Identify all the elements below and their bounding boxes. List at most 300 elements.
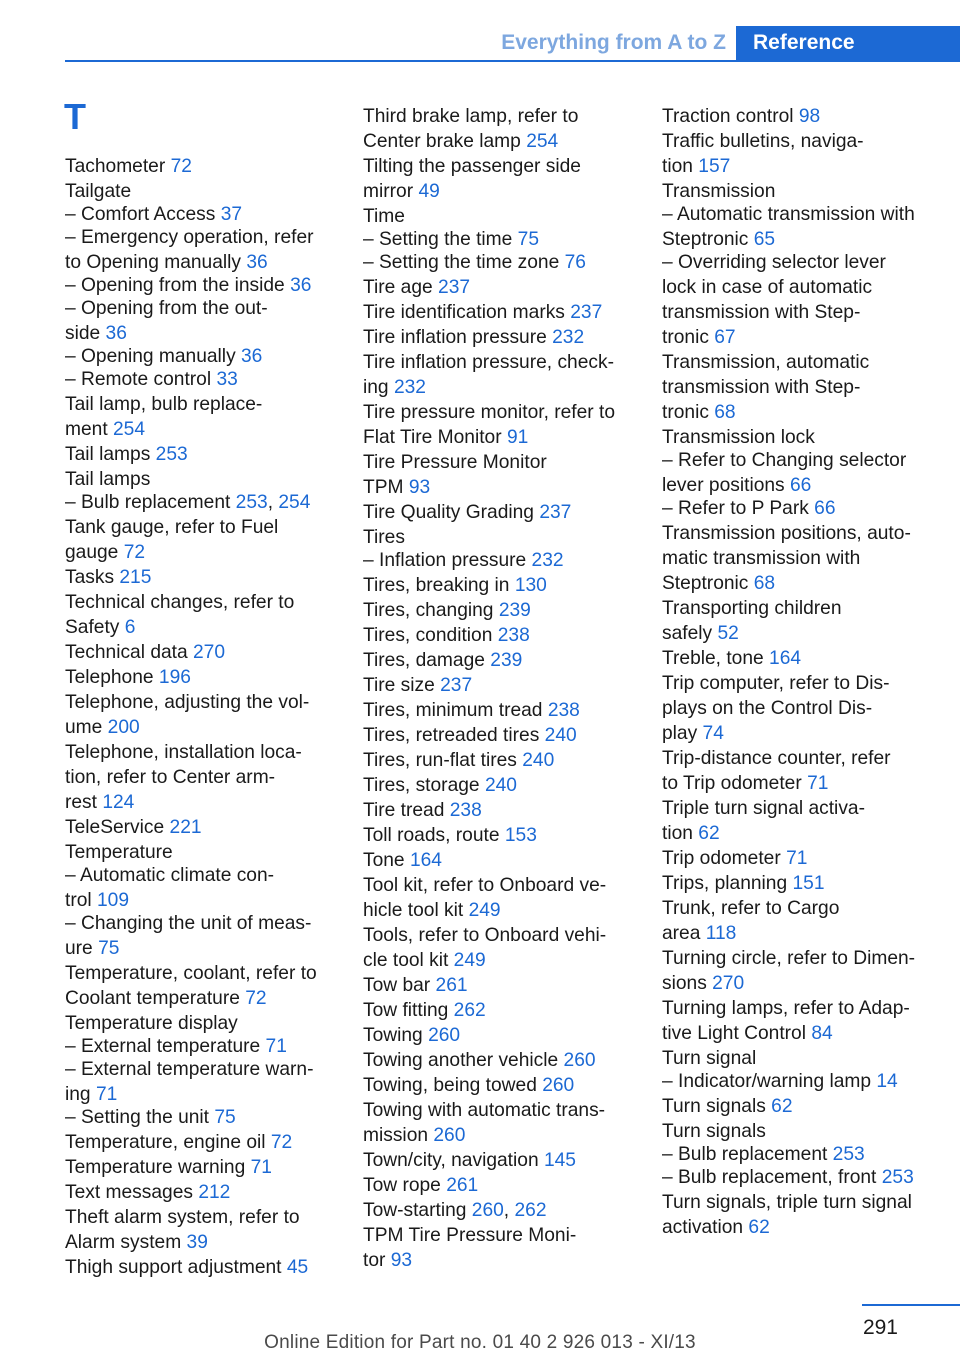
entry-text: tor — [363, 1250, 386, 1271]
page-link[interactable]: 37 — [220, 204, 243, 225]
entry-text: Tasks — [65, 567, 115, 588]
page-link[interactable]: 39 — [186, 1232, 208, 1253]
entry-text-line — [363, 973, 645, 998]
page-link[interactable]: 62 — [748, 1217, 770, 1238]
entry-text-line — [363, 500, 645, 525]
entry-text-line — [363, 250, 645, 275]
page-link[interactable]: 49 — [418, 181, 440, 202]
page-link[interactable]: 76 — [564, 252, 586, 273]
entry-text-line — [662, 496, 944, 521]
page-link[interactable]: 261 — [446, 1175, 479, 1196]
index-entry — [662, 129, 944, 179]
index-entry — [662, 1046, 944, 1071]
entry-text-line — [662, 871, 944, 896]
index-column-1 — [65, 154, 347, 1280]
index-entry — [65, 442, 347, 467]
entry-text-line — [65, 202, 347, 227]
entry-text-line — [662, 300, 944, 325]
index-entry — [662, 646, 944, 671]
entry-text-line — [662, 671, 944, 696]
entry-text-line — [363, 1048, 645, 1073]
entry-text: Turning circle, refer to Dimen- — [662, 948, 916, 969]
page-link[interactable]: 232 — [552, 327, 585, 348]
page-link[interactable]: 254 — [113, 419, 146, 440]
page-link[interactable]: 62 — [771, 1096, 793, 1117]
entry-text-line — [662, 821, 944, 846]
entry-text-line — [363, 598, 645, 623]
page-link[interactable]: 71 — [95, 1084, 118, 1105]
page-link[interactable]: 262 — [453, 1000, 486, 1021]
index-entry — [65, 1011, 347, 1036]
entry-text-line — [363, 923, 645, 948]
entry-text-line — [65, 615, 347, 640]
index-subentry — [363, 227, 645, 252]
page-link[interactable]: 249 — [468, 900, 501, 921]
entry-text-line — [363, 648, 645, 673]
entry-text: – Bulb replacement, front — [662, 1167, 877, 1188]
page-link[interactable]: 260 — [433, 1125, 466, 1146]
entry-text: Tail lamps — [65, 444, 151, 465]
index-subentry — [65, 911, 347, 961]
entry-text-line — [363, 548, 645, 573]
index-subentry — [662, 448, 944, 498]
entry-text: Tires, minimum tread — [363, 700, 543, 721]
entry-text: Tire Quality Grading — [363, 502, 534, 523]
index-entry — [662, 1190, 944, 1240]
index-entry — [662, 425, 944, 450]
page-link[interactable]: 75 — [214, 1107, 236, 1128]
index-entry — [363, 1048, 645, 1073]
entry-text: Tire inflation pressure, check- — [363, 352, 614, 373]
index-entry — [363, 873, 645, 923]
entry-text: Tools, refer to Onboard vehi- — [363, 925, 607, 946]
page-link[interactable]: 196 — [158, 667, 191, 688]
page-link[interactable]: 118 — [705, 923, 737, 944]
entry-text-line — [363, 873, 645, 898]
entry-text-line — [363, 450, 645, 475]
page-link[interactable]: 36 — [241, 346, 263, 367]
entry-text: Tire age — [363, 277, 433, 298]
page-link[interactable]: 84 — [811, 1023, 833, 1044]
entry-text-line — [65, 986, 347, 1011]
index-entry — [363, 673, 645, 698]
entry-text-line — [65, 1057, 347, 1082]
page-link[interactable]: 253 — [881, 1167, 914, 1188]
page-link[interactable]: 254 — [526, 131, 559, 152]
entry-text: – Refer to P Park — [662, 498, 809, 519]
entry-text-line: Tow-starting 260, 262 — [363, 1200, 547, 1221]
page-link[interactable]: 72 — [270, 1132, 293, 1153]
entry-text-line — [363, 1223, 645, 1248]
page-link[interactable]: 52 — [717, 623, 739, 644]
entry-text-line — [363, 1248, 645, 1273]
entry-text-line — [65, 442, 347, 467]
entry-text: Center brake lamp — [363, 131, 521, 152]
entry-text: lock in case of automatic — [662, 277, 873, 298]
page-link[interactable]: 74 — [702, 723, 724, 744]
index-entry — [363, 1023, 645, 1048]
page-number: 291 — [862, 1316, 898, 1339]
page-link[interactable]: 68 — [714, 402, 736, 423]
entry-text: TPM — [363, 477, 404, 498]
entry-text-line — [363, 227, 645, 252]
entry-text: safely — [662, 623, 713, 644]
index-entry — [363, 773, 645, 798]
page-link[interactable]: 98 — [798, 106, 821, 127]
entry-text-line — [65, 392, 347, 417]
entry-text: Theft alarm system, refer to — [65, 1207, 300, 1228]
page-link[interactable]: 36 — [105, 323, 127, 344]
tab-reference[interactable]: Reference — [736, 26, 960, 60]
page-link[interactable]: 33 — [216, 369, 238, 390]
page-link[interactable]: 93 — [408, 477, 431, 498]
entry-text-line — [65, 715, 347, 740]
index-entry — [662, 846, 944, 871]
entry-text: Trunk, refer to Cargo — [662, 898, 840, 919]
entry-text: ing — [363, 377, 389, 398]
entry-text: Tone — [363, 850, 405, 871]
page-link[interactable]: 36 — [290, 275, 312, 296]
entry-text-line — [363, 129, 645, 154]
entry-text-line — [65, 740, 347, 765]
entry-text-line — [662, 154, 944, 179]
page-link[interactable]: 153 — [504, 825, 537, 846]
page-link[interactable]: 253 — [832, 1144, 865, 1165]
page-link[interactable]: 260 — [542, 1075, 575, 1096]
entry-text: Telephone, adjusting the vol- — [65, 692, 310, 713]
entry-text: Technical changes, refer to — [65, 592, 295, 613]
entry-text-line — [65, 154, 347, 179]
index-entry — [363, 923, 645, 973]
entry-text: – Indicator/warning lamp — [662, 1071, 872, 1092]
entry-text: Towing with automatic trans- — [363, 1100, 606, 1121]
page-link[interactable]: 239 — [498, 600, 531, 621]
entry-text: Safety — [65, 617, 120, 638]
entry-text: Tow-starting — [363, 1200, 467, 1221]
page-link[interactable]: 200 — [107, 717, 140, 738]
index-entry — [363, 748, 645, 773]
entry-text-line — [65, 1230, 347, 1255]
index-subentry — [65, 1105, 347, 1130]
index-entry — [363, 1198, 645, 1223]
page-link[interactable]: 124 — [102, 792, 135, 813]
page-link[interactable]: 237 — [440, 675, 473, 696]
entry-text: Trip odometer — [662, 848, 781, 869]
entry-text: Text messages — [65, 1182, 193, 1203]
index-subentry — [65, 273, 347, 298]
entry-text: Thigh support adjustment — [65, 1257, 282, 1278]
page-link[interactable]: 260 — [428, 1025, 461, 1046]
entry-text: tive Light Control — [662, 1023, 806, 1044]
entry-text-line — [363, 154, 645, 179]
entry-text-line — [662, 1215, 944, 1240]
entry-text: Tire identification marks — [363, 302, 565, 323]
index-entry — [363, 500, 645, 525]
entry-text: ume — [65, 717, 103, 738]
entry-text: Tire pressure monitor, refer to — [363, 402, 616, 423]
index-entry — [363, 823, 645, 848]
page-link[interactable]: 145 — [543, 1150, 576, 1171]
entry-text: tion — [662, 823, 693, 844]
index-entry — [363, 1098, 645, 1148]
page-link[interactable]: 254 — [278, 492, 311, 513]
entry-text: Tire tread — [363, 800, 445, 821]
entry-text-line — [65, 344, 347, 369]
entry-text: Town/city, navigation — [363, 1150, 539, 1171]
entry-text: Temperature — [65, 842, 173, 863]
index-entry — [65, 1205, 347, 1255]
entry-text: transmission with Step- — [662, 377, 861, 398]
page-link[interactable]: 14 — [876, 1071, 898, 1092]
entry-text-line — [65, 515, 347, 540]
entry-text: Traffic bulletins, naviga- — [662, 131, 864, 152]
page-link[interactable]: 240 — [544, 725, 577, 746]
index-subentry — [65, 225, 347, 275]
page-link[interactable]: 130 — [514, 575, 547, 596]
index-entry — [363, 1173, 645, 1198]
index-column-3 — [662, 104, 944, 1240]
entry-text-line — [363, 698, 645, 723]
page-link[interactable]: 68 — [753, 573, 776, 594]
entry-text: tronic — [662, 327, 709, 348]
entry-text: Treble, tone — [662, 648, 764, 669]
entry-text: – Remote control — [65, 369, 212, 390]
index-entry — [363, 350, 645, 400]
entry-text-line — [363, 773, 645, 798]
page-link[interactable]: 270 — [193, 642, 226, 663]
entry-text: Turn signal — [662, 1048, 757, 1069]
entry-text: tion — [662, 156, 693, 177]
page-link[interactable]: 212 — [198, 1182, 231, 1203]
entry-text: Tire Pressure Monitor — [363, 452, 547, 473]
page-link[interactable]: 237 — [438, 277, 471, 298]
index-entry — [662, 350, 944, 425]
entry-text: Transmission, automatic — [662, 352, 870, 373]
page-link[interactable]: 71 — [786, 848, 808, 869]
entry-text: Tires, breaking in — [363, 575, 510, 596]
page-link[interactable]: 237 — [539, 502, 572, 523]
entry-text: Towing, being towed — [363, 1075, 537, 1096]
page-link[interactable]: 239 — [490, 650, 523, 671]
page-link[interactable]: 91 — [506, 427, 529, 448]
index-entry — [363, 104, 645, 154]
page-link[interactable]: 36 — [246, 252, 268, 273]
entry-text-line — [662, 521, 944, 546]
entry-text: Transmission — [662, 181, 776, 202]
page-link[interactable]: 261 — [435, 975, 468, 996]
entry-text: Tilting the passenger side — [363, 156, 581, 177]
entry-text: Turn signals — [662, 1121, 766, 1142]
entry-text-line — [65, 250, 347, 275]
page-link[interactable]: 66 — [814, 498, 836, 519]
entry-text-line — [662, 250, 944, 275]
index-entry — [363, 1148, 645, 1173]
entry-text: Temperature warning — [65, 1157, 246, 1178]
page-link[interactable]: 232 — [393, 377, 426, 398]
entry-text: Tank gauge, refer to Fuel — [65, 517, 279, 538]
entry-text-line — [662, 546, 944, 571]
entry-text-line — [65, 790, 347, 815]
entry-text: Tool kit, refer to Onboard ve- — [363, 875, 607, 896]
page-link[interactable]: 164 — [769, 648, 802, 669]
page-link[interactable]: 164 — [409, 850, 442, 871]
page-link[interactable]: 249 — [453, 950, 486, 971]
entry-text: Turn signals — [662, 1096, 766, 1117]
index-entry — [65, 392, 347, 442]
page-link[interactable]: 6 — [124, 617, 136, 638]
index-entry — [65, 640, 347, 665]
entry-text: area — [662, 923, 701, 944]
index-entry — [363, 623, 645, 648]
page-link[interactable]: 238 — [449, 800, 482, 821]
page-link[interactable]: 75 — [98, 938, 120, 959]
page-link[interactable]: 253 — [155, 444, 188, 465]
page-link[interactable]: 262 — [514, 1200, 547, 1221]
entry-text: – Setting the time zone — [363, 252, 560, 273]
index-subentry — [65, 1057, 347, 1107]
entry-text-line — [363, 1123, 645, 1148]
index-letter: T — [64, 96, 86, 137]
index-entry — [363, 973, 645, 998]
entry-text-line — [662, 1069, 944, 1094]
entry-text: Trips, planning — [662, 873, 788, 894]
entry-text: plays on the Control Dis- — [662, 698, 873, 719]
entry-text-line — [662, 473, 944, 498]
entry-text-line — [662, 996, 944, 1021]
entry-text-line — [662, 400, 944, 425]
index-entry — [662, 746, 944, 796]
index-entry — [662, 104, 944, 129]
entry-text: – Opening from the inside — [65, 275, 285, 296]
index-entry — [65, 179, 347, 204]
entry-text-line — [662, 971, 944, 996]
entry-text: Tachometer — [65, 156, 166, 177]
page-link[interactable]: 253 — [235, 492, 268, 513]
entry-text: Tires, condition — [363, 625, 493, 646]
page-link[interactable]: 93 — [390, 1250, 413, 1271]
page-link[interactable]: 240 — [484, 775, 517, 796]
entry-text-line — [65, 225, 347, 250]
page-link[interactable]: 72 — [170, 156, 192, 177]
footer-rule — [862, 1304, 960, 1306]
entry-text: Trip computer, refer to Dis- — [662, 673, 890, 694]
entry-text-line — [363, 425, 645, 450]
index-entry — [662, 1094, 944, 1119]
index-entry — [65, 565, 347, 590]
page-link[interactable]: 232 — [531, 550, 564, 571]
entry-text: – Comfort Access — [65, 204, 216, 225]
entry-text: Transporting children — [662, 598, 842, 619]
entry-text-line — [363, 104, 645, 129]
entry-text: Tires, run-flat tires — [363, 750, 517, 771]
index-entry — [662, 871, 944, 896]
entry-text-line — [662, 1119, 944, 1144]
index-subentry — [662, 202, 944, 252]
page-link[interactable]: 270 — [712, 973, 745, 994]
entry-text-line — [662, 621, 944, 646]
entry-text-line — [65, 367, 347, 392]
page-link[interactable]: 215 — [119, 567, 152, 588]
page-link[interactable]: 237 — [570, 302, 603, 323]
entry-text-line — [65, 590, 347, 615]
index-entry — [363, 848, 645, 873]
page-link[interactable]: 65 — [753, 229, 776, 250]
index-entry — [363, 300, 645, 325]
page-link[interactable]: 71 — [807, 773, 829, 794]
page-link[interactable]: 109 — [97, 890, 130, 911]
page-link[interactable]: 157 — [698, 156, 731, 177]
page-link[interactable]: 67 — [714, 327, 736, 348]
entry-text-line — [363, 350, 645, 375]
entry-text: TPM Tire Pressure Moni- — [363, 1225, 577, 1246]
page-link[interactable]: 221 — [169, 817, 202, 838]
entry-text: hicle tool kit — [363, 900, 464, 921]
entry-text: Temperature, engine oil — [65, 1132, 266, 1153]
entry-text: – Opening manually — [65, 346, 236, 367]
entry-text-line — [662, 179, 944, 204]
page-link[interactable]: 260 — [563, 1050, 596, 1071]
page-link[interactable]: 260 — [471, 1200, 504, 1221]
page-link[interactable]: 66 — [790, 475, 812, 496]
entry-text-line — [662, 1142, 944, 1167]
index-entry — [363, 998, 645, 1023]
entry-text: gauge — [65, 542, 119, 563]
entry-text: – Emergency operation, refer — [65, 227, 314, 248]
page-link[interactable]: 71 — [250, 1157, 272, 1178]
index-entry — [65, 690, 347, 740]
entry-text: Tail lamps — [65, 469, 151, 490]
page-link[interactable]: 238 — [497, 625, 530, 646]
entry-text-line — [662, 425, 944, 450]
page-link[interactable]: 75 — [517, 229, 540, 250]
page-link[interactable]: 151 — [792, 873, 825, 894]
page-link[interactable]: 72 — [123, 542, 146, 563]
index-subentry — [65, 1034, 347, 1059]
entry-text: matic transmission with — [662, 548, 861, 569]
entry-text-line — [662, 275, 944, 300]
entry-text-line — [662, 1190, 944, 1215]
entry-text: – Automatic climate con- — [65, 865, 275, 886]
entry-text-line — [65, 961, 347, 986]
page-link[interactable]: 240 — [522, 750, 555, 771]
entry-text: Telephone — [65, 667, 154, 688]
entry-text: rest — [65, 792, 97, 813]
entry-text-line — [662, 129, 944, 154]
entry-text-line — [363, 723, 645, 748]
entry-text-line — [662, 721, 944, 746]
page-link[interactable]: 62 — [698, 823, 720, 844]
entry-text-line — [65, 417, 347, 442]
entry-text: – Bulb replacement — [65, 492, 231, 513]
entry-text-line — [662, 696, 944, 721]
page-link[interactable]: 71 — [265, 1036, 287, 1057]
entry-text-line — [662, 946, 944, 971]
entry-text: – Changing the unit of meas- — [65, 913, 312, 934]
entry-text: Telephone, installation loca- — [65, 742, 302, 763]
entry-text: TeleService — [65, 817, 165, 838]
entry-text: Tow bar — [363, 975, 431, 996]
entry-text-line: – Bulb replacement 253, 254 — [65, 492, 311, 513]
index-entry — [65, 1180, 347, 1205]
page-link[interactable]: 238 — [547, 700, 580, 721]
index-entry — [662, 1119, 944, 1144]
entry-text-line — [65, 296, 347, 321]
entry-text: trol — [65, 890, 92, 911]
page-link[interactable]: 45 — [286, 1257, 309, 1278]
entry-text: ment — [65, 419, 108, 440]
index-entry — [65, 590, 347, 640]
page-link[interactable]: 72 — [245, 988, 267, 1009]
